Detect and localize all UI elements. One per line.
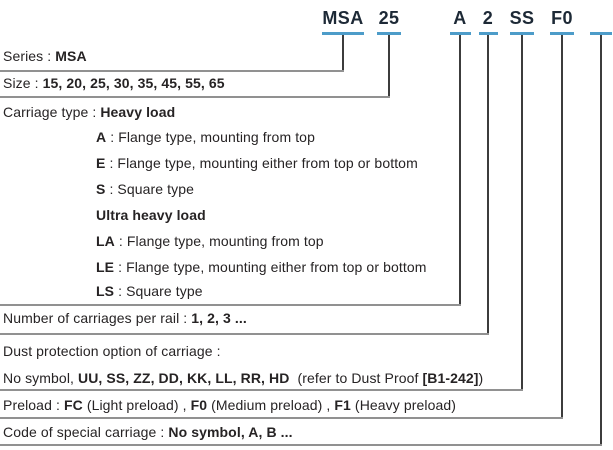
size-code-connector-line — [388, 35, 390, 96]
carriage-type-a-row-text-1: : Flange type, mounting from top — [106, 129, 315, 145]
dust-protection-label-row-text-0: Dust protection option of carriage — [3, 343, 213, 359]
carriage-count-row-bracket-line — [0, 333, 489, 335]
dust-protection-options-row-bracket-line — [0, 389, 523, 391]
dust-protection-label-row-text-1: : — [212, 343, 221, 359]
carriage-type-a-row-text-0: A — [96, 129, 107, 145]
carriage-type-ls-row-text-0: LS — [96, 283, 115, 299]
size-row-text-2: 15, 20, 25, 30, 35, 45, 55, 65 — [42, 75, 225, 91]
series-row-text-1: : — [43, 48, 56, 64]
dust-protection-options-row — [3, 369, 483, 387]
special-carriage-row-bracket-line — [0, 444, 602, 446]
special-carriage-row-text-1: : — [156, 424, 169, 440]
carriage-count-row-text-0: Number of carriages per rail — [3, 310, 180, 326]
dust-protection-options-row-text-1: UU, SS, ZZ, DD, KK, LL, RR, HD — [78, 370, 290, 386]
carriage-type-row-text-0: Carriage type — [3, 104, 89, 120]
dust-protection-code-connector-line — [521, 35, 523, 389]
dust-protection-code-label: SS — [509, 8, 535, 28]
special-carriage-code-connector-line — [600, 35, 602, 444]
series-code-label: MSA — [322, 8, 364, 28]
carriage-type-le-row-text-1: : Flange type, mounting either from top or bottom — [114, 259, 427, 275]
preload-row-text-0: Preload — [3, 397, 52, 413]
carriage-type-code-connector-line — [459, 35, 461, 304]
ultra-heavy-load-row-text-0: Ultra heavy load — [96, 207, 206, 223]
ultra-heavy-load-row — [96, 206, 206, 224]
size-row — [3, 74, 225, 92]
preload-code-connector-line — [561, 35, 563, 417]
carriage-type-e-row — [96, 154, 418, 172]
carriage-count-code-connector-line — [487, 35, 489, 333]
dust-protection-label-row — [3, 342, 221, 360]
series-row-text-2: MSA — [55, 48, 87, 64]
special-carriage-row — [3, 423, 293, 441]
preload-row-bracket-line — [0, 417, 563, 419]
carriage-type-le-row — [96, 258, 426, 276]
carriage-type-ls-row-bracket-line — [0, 304, 461, 306]
special-carriage-row-text-0: Code of special carriage — [3, 424, 157, 440]
size-row-bracket-line — [0, 96, 390, 98]
preload-row-text-6: F1 — [334, 397, 351, 413]
carriage-count-row-text-2: 1, 2, 3 ... — [191, 310, 247, 326]
carriage-type-row-text-1: : — [88, 104, 101, 120]
carriage-type-row-text-2: Heavy load — [100, 104, 176, 120]
preload-row — [3, 396, 456, 414]
carriage-type-ls-row-text-1: : Square type — [114, 283, 203, 299]
preload-row-text-3: (Light preload) , — [82, 397, 191, 413]
dust-protection-options-row-text-3: [B1-242] — [422, 370, 479, 386]
size-row-text-0: Size — [3, 75, 31, 91]
carriage-type-la-row-text-0: LA — [96, 233, 115, 249]
preload-row-text-4: F0 — [190, 397, 208, 413]
preload-row-text-5: (Medium preload) , — [207, 397, 335, 413]
series-row-bracket-line — [0, 70, 344, 72]
carriage-count-row-text-1: : — [179, 310, 192, 326]
carriage-type-row — [3, 103, 175, 121]
carriage-type-s-row-text-0: S — [96, 181, 106, 197]
carriage-type-e-row-text-1: : Flange type, mounting either from top or bottom — [105, 155, 418, 171]
carriage-type-la-row-text-1: : Flange type, mounting from top — [114, 233, 324, 249]
carriage-type-s-row — [96, 180, 194, 198]
carriage-count-code-label: 2 — [482, 8, 494, 28]
carriage-type-a-row — [96, 128, 315, 146]
preload-row-text-1: : — [51, 397, 64, 413]
carriage-type-e-row-text-0: E — [96, 155, 106, 171]
preload-row-text-7: (Heavy preload) — [350, 397, 457, 413]
preload-row-text-2: FC — [63, 397, 83, 413]
size-row-text-1: : — [30, 75, 43, 91]
carriage-type-ls-row — [96, 282, 203, 300]
dust-protection-options-row-text-2: (refer to Dust Proof — [289, 370, 423, 386]
carriage-type-code-label: A — [453, 8, 467, 28]
series-row — [3, 47, 87, 65]
carriage-type-s-row-text-1: : Square type — [105, 181, 195, 197]
preload-code-label: F0 — [551, 8, 573, 28]
carriage-type-le-row-text-0: LE — [96, 259, 115, 275]
dust-protection-options-row-text-0: No symbol, — [3, 370, 79, 386]
special-carriage-row-text-2: No symbol, A, B ... — [168, 424, 293, 440]
series-row-text-0: Series — [3, 48, 44, 64]
series-code-connector-line — [342, 35, 344, 70]
carriage-count-row — [3, 309, 247, 327]
dust-protection-options-row-text-4: ) — [478, 370, 484, 386]
carriage-type-la-row — [96, 232, 324, 250]
size-code-label: 25 — [378, 8, 400, 28]
